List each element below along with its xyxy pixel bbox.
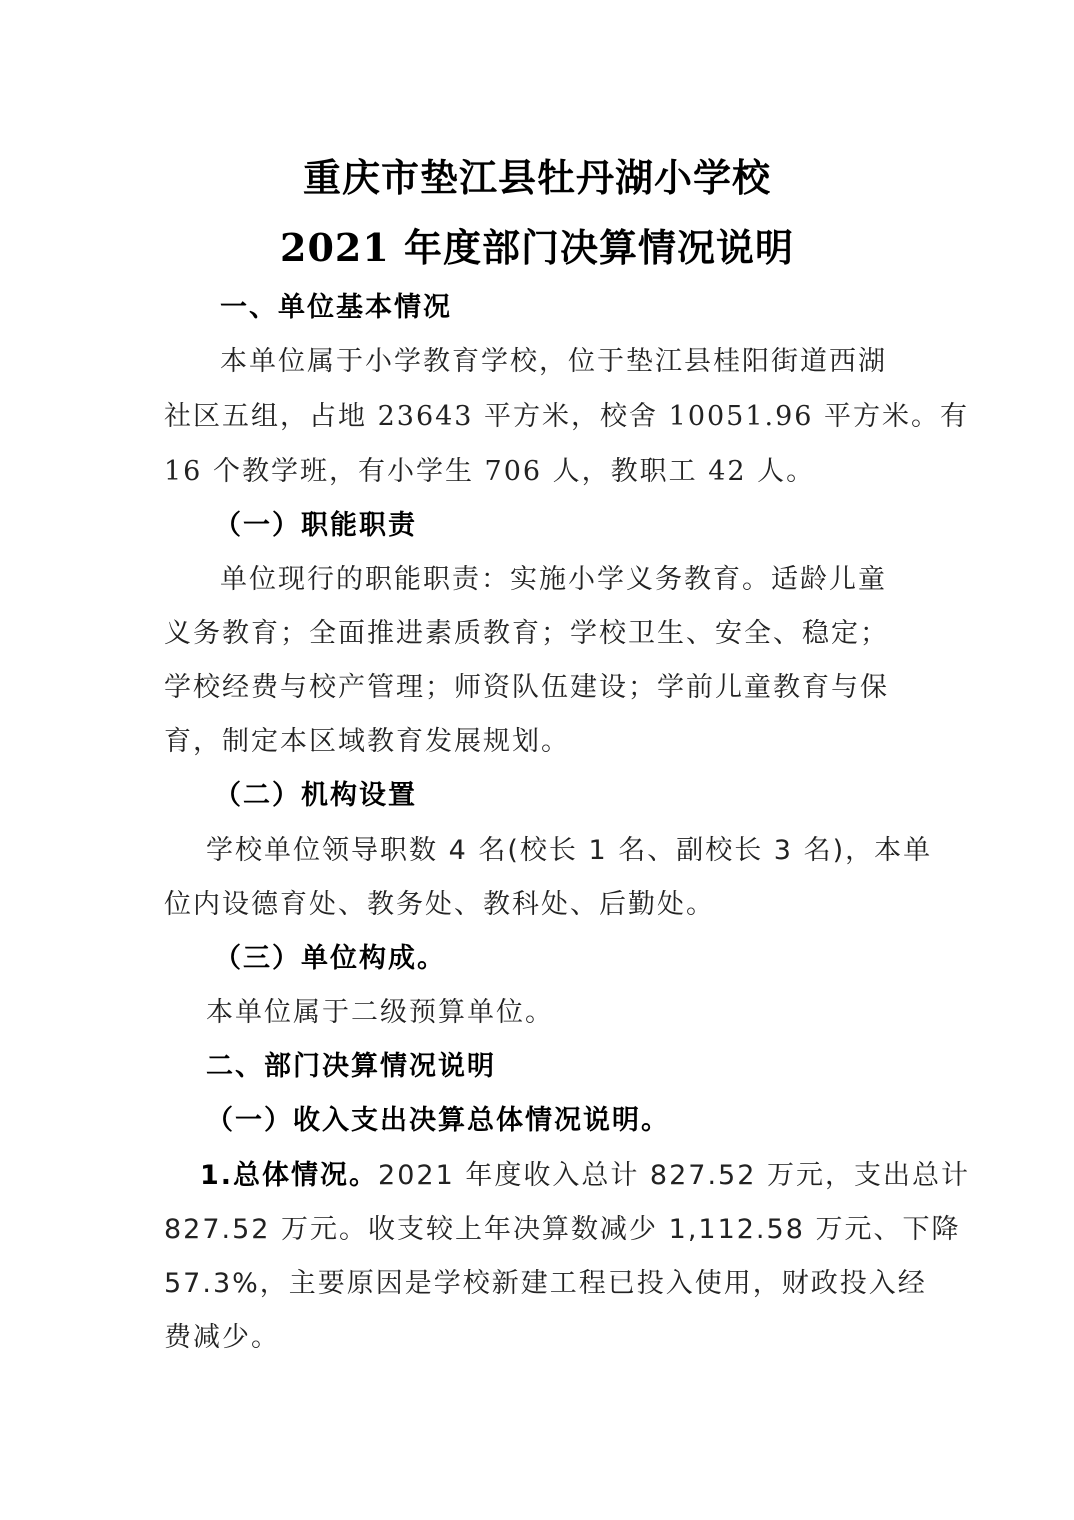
sub2-heading: （二）机构设置	[214, 780, 417, 811]
document-title-line2: 2021 年度部门决算情况说明	[280, 225, 794, 270]
document-title-line1: 重庆市垫江县牡丹湖小学校	[302, 155, 771, 200]
sub3-heading: （三）单位构成。	[214, 943, 446, 974]
overall-label: 1.总体情况。	[200, 1160, 379, 1191]
sub1-para-line: 义务教育；全面推进素质教育；学校卫生、安全、稳定；	[164, 618, 889, 649]
section2-subheading: （一）收入支出决算总体情况说明。	[206, 1105, 670, 1136]
sub1-heading: （一）职能职责	[214, 510, 417, 541]
section1-heading: 一、单位基本情况	[220, 292, 452, 323]
overall-para-line: 57.3%，主要原因是学校新建工程已投入使用，财政投入经	[164, 1268, 927, 1299]
overall-para-line: 费减少。	[164, 1322, 280, 1353]
section1-para-line: 社区五组，占地 23643 平方米，校舍 10051.96 平方米。有	[164, 401, 970, 432]
sub1-para-line: 学校经费与校产管理；师资队伍建设；学前儿童教育与保	[164, 672, 889, 703]
overall-para-line: 827.52 万元。收支较上年决算数减少 1,112.58 万元、下降	[164, 1214, 961, 1245]
section2-heading: 二、部门决算情况说明	[206, 1051, 496, 1082]
overall-text: 2021 年度收入总计 827.52 万元，支出总计	[378, 1160, 970, 1191]
sub3-para-line: 本单位属于二级预算单位。	[206, 997, 554, 1028]
sub1-para-line: 育，制定本区域教育发展规划。	[164, 726, 570, 757]
sub1-para-line: 单位现行的职能职责：实施小学义务教育。适龄儿童	[220, 564, 887, 595]
section1-para-line: 本单位属于小学教育学校，位于垫江县桂阳街道西湖	[220, 346, 887, 377]
sub2-para-line: 学校单位领导职数 4 名(校长 1 名、副校长 3 名)，本单	[206, 835, 933, 866]
overall-paragraph-first-line	[200, 1158, 970, 1194]
section1-para-line: 16 个教学班，有小学生 706 人，教职工 42 人。	[164, 456, 816, 487]
sub2-para-line: 位内设德育处、教务处、教科处、后勤处。	[164, 889, 715, 920]
